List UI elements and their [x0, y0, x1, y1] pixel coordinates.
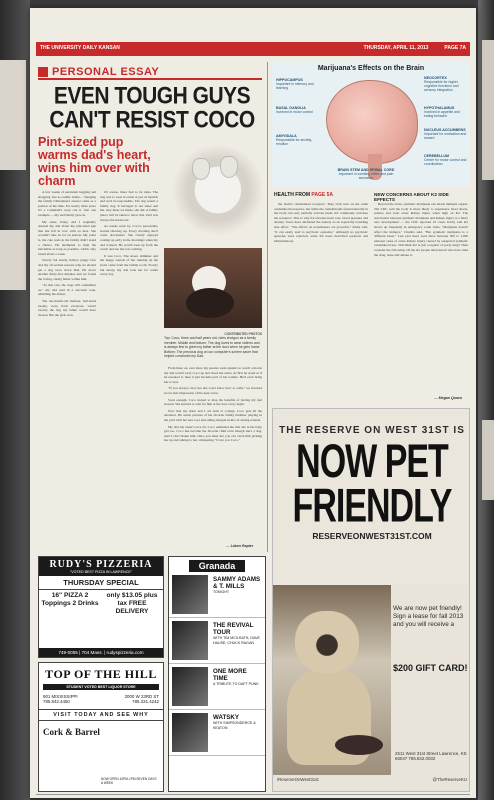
ad-title: RUDY'S PIZZERIA	[39, 557, 163, 570]
dog-sweater	[186, 288, 234, 318]
label-desc: Center for motor control and coordination	[424, 158, 467, 166]
paragraph: The ten-month-old maltese, ball-sized beauty, away from everyone, wasn't exactly the dog my father would have chosen. But the girls won.	[38, 299, 96, 317]
essay-byline: — Laken Rapier	[226, 544, 254, 548]
adjacent-page-scrap	[0, 60, 26, 170]
artist-photo	[172, 621, 208, 660]
rudys-pizzeria-ad[interactable]	[38, 556, 164, 658]
artist-photo	[172, 713, 208, 752]
ad-gift-card: $200 GIFT CARD!	[393, 663, 468, 673]
label-desc: Important in vomiting reflex and pain sensation	[338, 172, 394, 180]
paragraph: the brain's cannabinoid receptors. They both turn on the same cannabinoid receptors, but while the cannabinoids found naturally in the brain can only partially activate them, K2 completely activates the receptors. This is why K2 elevates heart rate, blood pressure and anxiety. Users have attributed the anxiety as an especially troubling side effect. "The effects on nonsmokers are powerful," Kirby said, "It can easily lead to psychotic episodes." Although no psychotic episodes were reported, some K2 users described paranoia and hallucinations.	[274, 202, 368, 243]
paper-name: THE UNIVERSITY DAILY KANSAN	[40, 45, 120, 51]
essay-column-2	[100, 190, 158, 552]
header-rule	[36, 54, 470, 56]
event-detail: TONIGHT	[213, 590, 230, 594]
ad-offer-right: only $13.05 plus tax FREE DELIVERY	[106, 592, 158, 615]
headline: EVEN TOUGH GUYS CAN'T RESIST COCO	[49, 82, 255, 134]
paragraph: My dad my sister's love for Coco reminded me that she is his baby girl too. Coco has become the favorite child even though she's a dog. And I can't blame him. Once you meet her you can catch him picking her up and talking to her, whispering "I love you Coco."	[164, 424, 262, 443]
brain-label	[424, 154, 468, 166]
brain-label	[424, 106, 468, 118]
ad-call-to-action: VISIT TODAY AND SEE WHY	[39, 709, 163, 721]
brain-label	[424, 128, 468, 140]
ad-headline: NOW PET FRIENDLY	[292, 434, 452, 533]
caption-text-bottom: Bottom: The precious dog on our computer's screen saver that helped convinced my Dad.	[164, 349, 258, 359]
artist-name: THE REVIVAL TOUR	[213, 622, 254, 636]
brain-label	[276, 106, 320, 114]
background-left-edge	[0, 0, 30, 800]
concern-column	[374, 202, 468, 398]
label-name: CEREBELLUM	[424, 154, 449, 158]
paragraph: As weeks went by, Coco's personality started showing up. Every morning she'd come downstairs. She clearly enjoyed waking up early in the mornings when my dad worked. He would look up from the couch and see she was waiting.	[100, 224, 158, 252]
label-name: HIPPOCAMPUS	[276, 78, 303, 82]
deck: Pint-sized pup warms dad's heart, wins him over with charm	[38, 135, 151, 188]
paragraph: Soon enough, Coco started to map the benefits of having my dad around. She learned to wait for him at the door every night.	[164, 397, 262, 407]
ad-title: TOP OF THE HILL	[45, 667, 157, 681]
ad-address: 901 MISSISSIPPI 785.842.4450	[43, 694, 78, 705]
top-of-the-hill-ad[interactable]	[38, 662, 164, 792]
adjacent-page-scrap	[482, 40, 494, 180]
label-name: AMYGDALA	[276, 134, 297, 138]
ad-social	[277, 777, 467, 782]
ad-offer-row	[39, 590, 163, 616]
section-rule	[38, 78, 262, 80]
facebook-handle[interactable]: /ReserveOnWest31st	[277, 777, 319, 782]
pug-face	[295, 611, 359, 673]
paragraph: "At that rate, the dogs will outnumber us," my dad said in a sarcastic tone, admitting his defeat.	[38, 283, 96, 297]
ad-special: THURSDAY SPECIAL	[39, 576, 163, 590]
jump-label: HEALTH FROM	[274, 192, 311, 198]
artist-name: WATSKY	[213, 714, 240, 721]
label-desc: Involved in motor control	[276, 110, 313, 114]
ad-contact: 749-0055 | 704 Mass. | rudyspizzeria.com	[39, 648, 163, 657]
ad-address: 2511 West 31st Street Lawrence, KS 66047 785.842.0032	[395, 751, 467, 762]
newspaper-page	[30, 8, 476, 798]
jump-head	[274, 192, 333, 198]
paragraph: My sister, Kiley, and I originally assured my dad about the pint-sized pup that she fell in love with on hers. She wouldn't take no for an answer. My point is, the cute nods in the family didn't stand a chance. He attempted to hide the inevitable as long as possible, which only lasted about a week.	[38, 219, 96, 256]
paragraph: Now that my sister and I are both at college, Coco gets all the attention. He sends pictures of his favorite family member playing in the yard with her new toys and riding shotgun in his car during errands.	[164, 408, 262, 422]
label-desc: Responsible for anxiety, emotion	[276, 138, 312, 146]
event-detail: WITH TIM MCILRATH, DAVE HAUSE, CHUCK RAGAN	[213, 636, 260, 645]
event-detail: WITH SIMPSONDERCE & KEATON	[213, 721, 256, 730]
health-column	[274, 202, 368, 404]
jump-page: PAGE 5A	[311, 192, 333, 198]
brain-label	[424, 76, 468, 92]
paragraph: From there on, ever since my parents went upstairs to watch a movie my dad would carry Coco up and down the stairs. At first he acted as if he resented it, then it just became part of his routine. He'd even bring her to bed.	[164, 366, 262, 384]
paragraph: Slowly but surely, Kiley's puppy face and my oft-recited reasons why we should get a dog wore down Dad. He drove another thirty-five minutes and we found the loving, caring father within him.	[38, 258, 96, 281]
health-byline: — Megan Quaco	[434, 396, 463, 400]
ad-line: THE RESERVE ON WEST 31ST IS	[279, 425, 465, 436]
dog-photo-bottom	[164, 248, 262, 328]
section-square-icon	[38, 67, 48, 77]
paragraph: A few weeks of persistent begging and shopping site-to-cuddle home... changing the family Chihuahua's answer came as a portion of the time. For nearly three years it's a Campbell's soup can it. Just one example — my dad finally gave in.	[38, 190, 96, 217]
paragraph: Beyond the brain, synthetic marijuana can attack multiple organs. The CDC said the body is more likely to experience heart attack, seizure and even acute kidney injury when high on K2. The association between synthetic marijuana and kidney injury is a fairly new development — the CDC reported 16 cases. Kirby said K2 shows up frequently in emergency room visits. "Marijuana doesn't affect the kidneys," Chudba said. "But synthetic marijuana is a different beast." Last year there were three between 500 to 1,000 national cases of acute kidney injury caused by suspected synthetic cannabinoid use. Still think K2 is just a regular ol' party drug? Then consider the following: Of the six people interviewed who have tried the drug, none still smoke it.	[374, 202, 468, 257]
artist-photo	[172, 667, 208, 706]
label-name: HYPOTHALAMUS	[424, 106, 455, 110]
granada-concerts-ad[interactable]	[168, 556, 266, 792]
event-detail: A TRIBUTE TO DAFT PUNK	[213, 682, 259, 686]
concert-listing[interactable]	[169, 710, 265, 756]
ad-tagline: STUDENT VOTED BEST LIQUOR STORE	[43, 684, 159, 690]
brain-illustration	[326, 80, 418, 164]
adjacent-page-scrap	[0, 230, 26, 290]
ad-offer: We are now pet friendly! Sign a lease for fall 2013 and you will receive a	[393, 605, 464, 628]
twitter-handle[interactable]: @TheReserveKU	[432, 777, 467, 782]
artist-photo	[172, 575, 208, 614]
label-desc: Involved in appetite and eating behavior	[424, 110, 460, 118]
brain-label	[276, 78, 320, 90]
paragraph: It was Coco. The street, shimmer and the happy sounds of her running up the stairs came from the family room. Slowly but surely, my dad took her for walks every day.	[100, 253, 158, 277]
section-tag	[38, 66, 159, 78]
ad-url[interactable]: RESERVEONWEST31ST.COM	[312, 531, 432, 541]
brain-label	[276, 134, 320, 146]
column-divider	[267, 62, 268, 552]
pug-photo	[273, 585, 391, 775]
concert-listing[interactable]	[169, 572, 265, 618]
cork-barrel-logo: Cork & Barrel	[43, 726, 100, 737]
dog-photo-top	[164, 136, 262, 244]
paragraph: "If you always carry her she won't know how to walk," we mocked in our best impression of his deep voice.	[164, 386, 262, 395]
paragraph: Of course, there had to be rules. The dog was to wear no tutus or put on lipstick and we'd be responsible. The dog wasn't a family dog. It belonged to our sister and me. Any mess we made, she did. A family photo will be taken to show this. Dad was always the harsh one.	[100, 190, 158, 222]
label-desc: Important in memory and learning	[276, 82, 314, 90]
essay-column-1	[38, 190, 96, 552]
essay-column-3	[164, 366, 262, 542]
ad-hours: NOW OPEN 10PM-1PM SEVEN DAYS A WEEK	[101, 777, 157, 785]
photo-credit: CONTRIBUTED PHOTOS	[224, 332, 262, 336]
sidebar-heading: NEW CONCERNS ABOUT K2 SIDE EFFECTS	[374, 192, 449, 202]
label-desc: Important for motivation and reward	[424, 132, 467, 140]
adjacent-page-scrap	[482, 420, 494, 500]
background-right-edge	[478, 0, 494, 800]
concert-listing[interactable]	[169, 664, 265, 710]
reserve-apartments-ad[interactable]	[272, 408, 470, 792]
label-name: NEOCORTEX	[424, 76, 447, 80]
label-name: BASAL GANGLIA	[276, 106, 306, 110]
label-name: NUCLEUS ACCUMBENS	[424, 128, 466, 132]
infographic-title: Marijuana's Effects on the Brain	[317, 65, 425, 72]
ad-offer-left: 16" PIZZA 2 Toppings 2 Drinks	[41, 592, 99, 607]
brain-label	[336, 168, 396, 180]
dog-toy	[335, 735, 383, 755]
caption-text: Top: Coco, three and half years old, rides shotgun as a family member. Middle and bottom: The dog loves to wear clothes and is always first to greet my father at the door when he gets home.	[164, 336, 261, 350]
section-label: PERSONAL ESSAY	[52, 66, 160, 78]
page-number: PAGE 7A	[444, 45, 466, 51]
photo-caption	[164, 332, 262, 358]
artist-name: ONE MORE TIME	[213, 668, 247, 682]
dog-ear	[220, 156, 238, 178]
issue-date: THURSDAY, APRIL 11, 2013	[363, 45, 429, 51]
ad-tagline: "VOTED BEST PIZZA IN LAWRENCE"	[39, 570, 163, 576]
page-header	[36, 42, 470, 54]
label-name: BRAIN STEM AND SPINAL CORD	[337, 168, 395, 172]
concert-listing[interactable]	[169, 618, 265, 664]
label-desc: Responsible for higher cognitive functions and sensory integration	[424, 80, 459, 92]
ad-addresses	[39, 692, 163, 707]
artist-name: SAMMY ADAMS & T. MILLS	[213, 576, 261, 590]
brain-infographic	[272, 62, 470, 188]
ad-address: 2000 W 23RD ST 785.331.4242	[124, 694, 159, 705]
dog-ear	[192, 158, 210, 180]
granada-logo: Granada	[189, 560, 245, 572]
footer-rule	[36, 794, 470, 795]
